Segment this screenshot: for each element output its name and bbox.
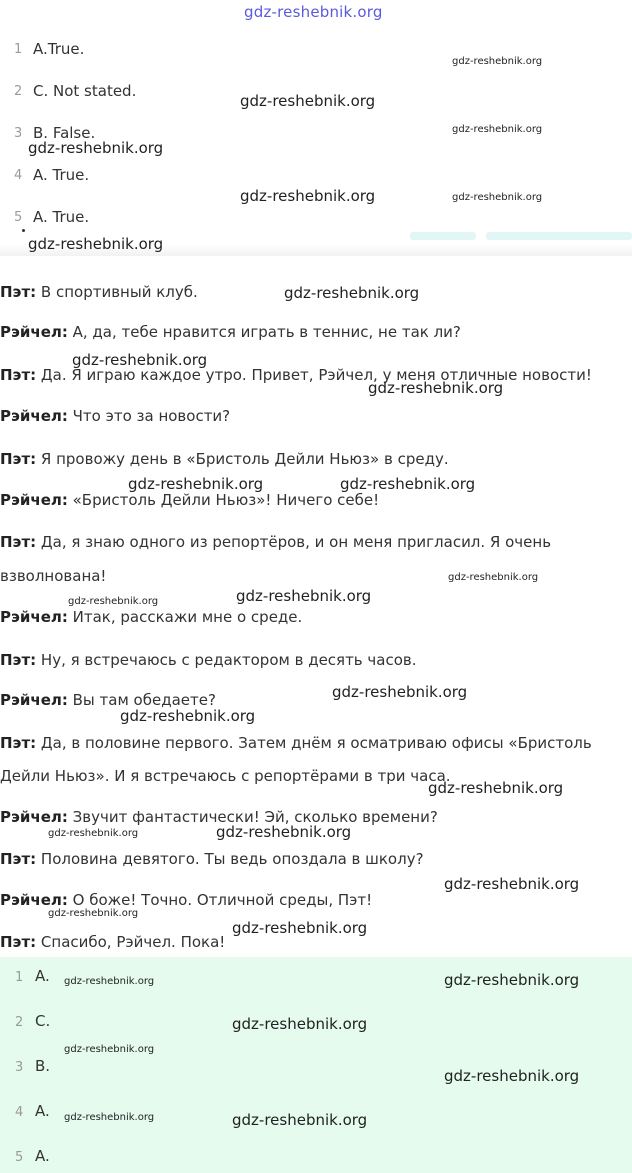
watermark-text: gdz-reshebnik.org: [68, 596, 159, 607]
answer-text: A. True.: [33, 208, 90, 226]
watermark-text: gdz-reshebnik.org: [240, 92, 376, 110]
watermark-text: gdz-reshebnik.org: [236, 587, 372, 605]
utterance: Ну, я встречаюсь с редактором в десять часов.: [36, 651, 417, 669]
watermark-text: gdz-reshebnik.org: [444, 875, 580, 893]
dialogue-line: [0, 933, 225, 951]
speaker: Рэйчел:: [0, 891, 68, 909]
speaker: Пэт:: [0, 734, 37, 752]
answer-number: 3: [15, 1060, 24, 1075]
speaker: Рэйчел:: [0, 608, 68, 626]
dialogue-line: [0, 567, 106, 585]
answer-text: A.True.: [33, 40, 85, 58]
highlight-strip: [486, 232, 632, 240]
speaker: Рэйчел:: [0, 491, 68, 509]
watermark-text: gdz-reshebnik.org: [452, 56, 543, 67]
utterance: Спасибо, Рэйчел. Пока!: [36, 933, 226, 951]
utterance: Дейли Ньюз». И я встречаюсь с репортёрами в три часа.: [0, 767, 451, 785]
watermark-text: gdz-reshebnik.org: [216, 823, 352, 841]
utterance: Да. Я играю каждое утро. Привет, Рэйчел, у меня отличные новости!: [36, 366, 592, 384]
answer-number: 2: [15, 1015, 24, 1030]
answer-text: C. Not stated.: [33, 82, 137, 100]
watermark-text: gdz-reshebnik.org: [444, 971, 580, 989]
utterance: «Бристоль Дейли Ньюз»! Ничего себе!: [67, 491, 380, 509]
speaker: Пэт:: [0, 366, 37, 384]
dialogue-line: [0, 283, 198, 301]
watermark-text: gdz-reshebnik.org: [232, 1111, 368, 1129]
answer-number: 5: [15, 1150, 24, 1165]
dialogue-line: [0, 450, 449, 468]
watermark-text: gdz-reshebnik.org: [120, 707, 256, 725]
utterance: Да, в половине первого. Затем днём я осматриваю офисы «Бристоль: [36, 734, 592, 752]
answer-text: A.: [35, 1147, 50, 1165]
watermark-text: gdz-reshebnik.org: [444, 1067, 580, 1085]
watermark-text: gdz-reshebnik.org: [284, 284, 420, 302]
utterance: Звучит фантастически! Эй, сколько времени?: [67, 808, 438, 826]
answer-text: A. True.: [33, 166, 90, 184]
answer-number: 5: [14, 210, 23, 225]
highlight-strip: [410, 232, 476, 240]
watermark-text: gdz-reshebnik.org: [28, 139, 164, 157]
watermark-text: gdz-reshebnik.org: [428, 779, 564, 797]
dialogue-line: [0, 767, 451, 785]
utterance: Что это за новости?: [67, 407, 231, 425]
watermark-text: gdz-reshebnik.org: [232, 919, 368, 937]
utterance: А, да, тебе нравится играть в теннис, не так ли?: [67, 323, 461, 341]
watermark-text: gdz-reshebnik.org: [64, 1044, 155, 1055]
dialogue-line: [0, 651, 417, 669]
answer-text: B.: [35, 1057, 51, 1075]
dialogue-line: [0, 734, 592, 752]
watermark-text: gdz-reshebnik.org: [340, 475, 476, 493]
answer-number: 4: [14, 168, 23, 183]
bullet-dot: [22, 229, 25, 232]
answer-text: A.: [35, 1102, 50, 1120]
dialogue-line: [0, 891, 372, 909]
speaker: Пэт:: [0, 283, 37, 301]
answers-bottom-panel: [0, 957, 632, 1173]
answer-number: 2: [14, 84, 23, 99]
site-title[interactable]: gdz-reshebnik.org: [244, 3, 383, 21]
watermark-text: gdz-reshebnik.org: [448, 572, 539, 583]
speaker: Рэйчел:: [0, 323, 68, 341]
utterance: Да, я знаю одного из репортёров, и он меня пригласил. Я очень: [36, 533, 552, 551]
answer-text: A.: [35, 967, 50, 985]
answer-text: C.: [35, 1012, 51, 1030]
dialogue-line: [0, 407, 230, 425]
watermark-text: gdz-reshebnik.org: [72, 351, 208, 369]
dialogue-line: [0, 850, 424, 868]
watermark-text: gdz-reshebnik.org: [64, 976, 155, 987]
watermark-text: gdz-reshebnik.org: [48, 828, 139, 839]
speaker: Рэйчел:: [0, 407, 68, 425]
watermark-text: gdz-reshebnik.org: [128, 475, 264, 493]
watermark-text: gdz-reshebnik.org: [64, 1112, 155, 1123]
speaker: Пэт:: [0, 651, 37, 669]
speaker: Пэт:: [0, 533, 37, 551]
speaker: Пэт:: [0, 450, 37, 468]
utterance: взволнована!: [0, 567, 107, 585]
speaker: Рэйчел:: [0, 808, 68, 826]
answer-number: 3: [14, 126, 23, 141]
utterance: Вы там обедаете?: [67, 691, 216, 709]
watermark-text: gdz-reshebnik.org: [452, 192, 543, 203]
dialogue-line: [0, 533, 551, 551]
speaker: Пэт:: [0, 933, 37, 951]
watermark-text: gdz-reshebnik.org: [452, 124, 543, 135]
watermark-text: gdz-reshebnik.org: [240, 187, 376, 205]
answer-number: 1: [14, 42, 23, 57]
watermark-text: gdz-reshebnik.org: [48, 908, 139, 919]
utterance: О боже! Точно. Отличной среды, Пэт!: [67, 891, 373, 909]
dialogue-line: [0, 323, 461, 341]
dialogue-line: [0, 491, 379, 509]
watermark-text: gdz-reshebnik.org: [368, 379, 504, 397]
watermark-text: gdz-reshebnik.org: [232, 1015, 368, 1033]
answer-number: 4: [15, 1105, 24, 1120]
watermark-text: gdz-reshebnik.org: [28, 235, 164, 253]
answer-number: 1: [15, 970, 24, 985]
answer-text: B. False.: [33, 124, 96, 142]
utterance: Половина девятого. Ты ведь опоздала в школу?: [36, 850, 424, 868]
utterance: В спортивный клуб.: [36, 283, 198, 301]
utterance: Я провожу день в «Бристоль Дейли Ньюз» в среду.: [36, 450, 449, 468]
watermark-text: gdz-reshebnik.org: [332, 683, 468, 701]
dialogue-line: [0, 608, 302, 626]
utterance: Итак, расскажи мне о среде.: [67, 608, 303, 626]
speaker: Пэт:: [0, 850, 37, 868]
speaker: Рэйчел:: [0, 691, 68, 709]
